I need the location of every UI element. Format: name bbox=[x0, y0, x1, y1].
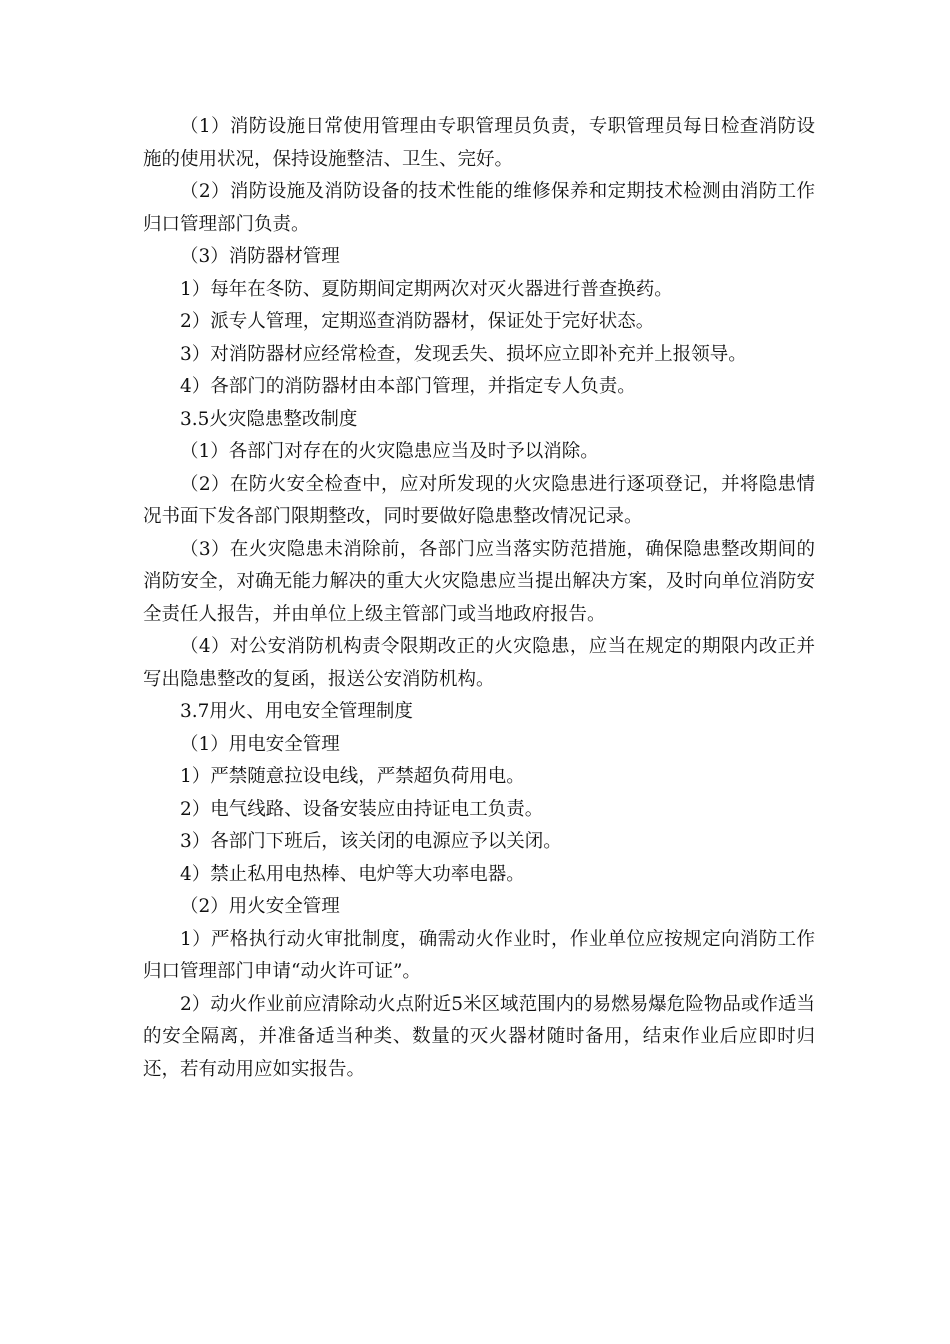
paragraph: 1）每年在冬防、夏防期间定期两次对灭火器进行普查换药。 bbox=[180, 278, 673, 300]
paragraph: 2）电气线路、设备安装应由持证电工负责。 bbox=[180, 798, 544, 820]
paragraph: 4）禁止私用电热棒、电炉等大功率电器。 bbox=[180, 863, 525, 885]
paragraph: 1）严格执行动火审批制度，确需动火作业时，作业单位应按规定向消防工作归口管理部门申请“动火许可证”。 bbox=[143, 928, 815, 982]
paragraph: （1）消防设施日常使用管理由专职管理员负责，专职管理员每日检查消防设施的使用状况，保持设施整洁、卫生、完好。 bbox=[143, 116, 815, 170]
paragraph: （3）消防器材管理 bbox=[180, 246, 340, 267]
paragraph: （3）在火灾隐患未消除前，各部门应当落实防范措施，确保隐患整改期间的消防安全，对确无能力解决的重大火灾隐患应当提出解决方案，及时向单位消防安全责任人报告，并由单位上级主管部门或当地政府报告。 bbox=[143, 538, 815, 625]
paragraph: （1）各部门对存在的火灾隐患应当及时予以消除。 bbox=[180, 441, 599, 462]
section-heading: 3.5火灾隐患整改制度 bbox=[180, 408, 358, 430]
paragraph: 2）派专人管理，定期巡查消防器材，保证处于完好状态。 bbox=[180, 311, 655, 332]
paragraph: （1）用电安全管理 bbox=[180, 733, 340, 755]
paragraph: 2）动火作业前应清除动火点附近5米区域范围内的易燃易爆危险物品或作适当的安全隔离，并准备适当种类、数量的灭火器材随时备用，结束作业后应即时归还，若有动用应如实报告。 bbox=[143, 993, 815, 1080]
paragraph: （2）在防火安全检查中，应对所发现的火灾隐患进行逐项登记，并将隐患情况书面下发各部门限期整改，同时要做好隐患整改情况记录。 bbox=[143, 473, 815, 527]
paragraph: （4）对公安消防机构责令限期改正的火灾隐患，应当在规定的期限内改正并写出隐患整改的复函，报送公安消防机构。 bbox=[143, 636, 815, 690]
document-body bbox=[143, 111, 815, 1086]
paragraph: 1）严禁随意拉设电线，严禁超负荷用电。 bbox=[180, 766, 525, 787]
section-heading: 3.7用火、用电安全管理制度 bbox=[180, 701, 413, 722]
paragraph: 3）各部门下班后，该关闭的电源应予以关闭。 bbox=[180, 831, 562, 852]
paragraph: （2）用火安全管理 bbox=[180, 896, 340, 917]
paragraph: 3）对消防器材应经常检查，发现丢失、损坏应立即补充并上报领导。 bbox=[180, 343, 747, 365]
paragraph: 4）各部门的消防器材由本部门管理，并指定专人负责。 bbox=[180, 376, 636, 397]
paragraph: （2）消防设施及消防设备的技术性能的维修保养和定期技术检测由消防工作归口管理部门负责。 bbox=[143, 181, 815, 235]
